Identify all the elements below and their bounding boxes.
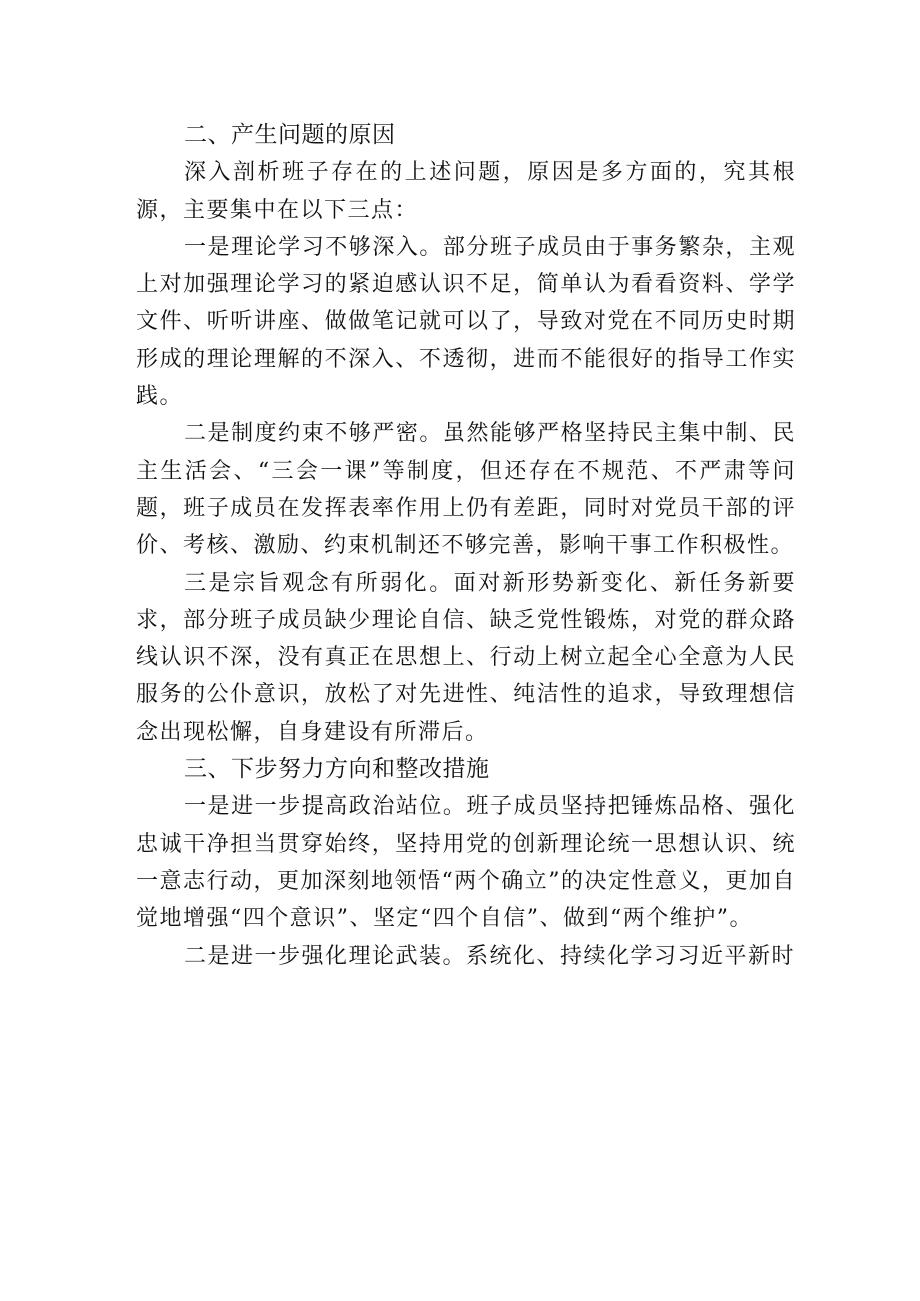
paragraph-causes-intro: 深入剖析班子存在的上述问题，原因是多方面的，究其根源，主要集中在以下三点： <box>136 160 796 223</box>
paragraph-cause-purpose-concept: 三是宗旨观念有所弱化。面对新形势新变化、新任务新要求，部分班子成员缺少理论自信、缺乏党性锻炼，对党的群众路线认识不深，没有真正在思想上、行动上树立起全心全意为人民服务的公仆意识，放松了对先进性、纯洁性的追求，导致理想信念出现松懈，自身建设有所滞后。 <box>136 570 796 745</box>
paragraph-cause-institutional-constraints: 二是制度约束不够严密。虽然能够严格坚持民主集中制、民主生活会、“三会一课”等制度，但还存在不规范、不严肃等问题，班子成员在发挥表率作用上仍有差距，同时对党员干部的评价、考核、激励、约束机制还不够完善，影响干事工作积极性。 <box>136 421 796 559</box>
document-body <box>136 117 796 975</box>
section-heading-causes: 二、产生问题的原因 <box>184 122 396 148</box>
paragraph-measure-theory-armament: 二是进一步强化理论武装。系统化、持续化学习习近平新时 <box>184 943 796 969</box>
paragraph-cause-theory-study: 一是理论学习不够深入。部分班子成员由于事务繁杂，主观上对加强理论学习的紧迫感认识不足，简单认为看看资料、学学文件、听听讲座、做做笔记就可以了，导致对党在不同历史时期形成的理论理解的不深入、不透彻，进而不能很好的指导工作实践。 <box>136 234 796 410</box>
paragraph-measure-political-standing: 一是进一步提高政治站位。班子成员坚持把锤炼品格、强化忠诚干净担当贯穿始终，坚持用党的创新理论统一思想认识、统一意志行动，更加深刻地领悟“两个确立”的决定性意义，更加自觉地增强“四个意识”、坚定“四个自信”、做到“两个维护”。 <box>136 794 796 932</box>
section-heading-measures: 三、下步努力方向和整改措施 <box>184 756 490 783</box>
